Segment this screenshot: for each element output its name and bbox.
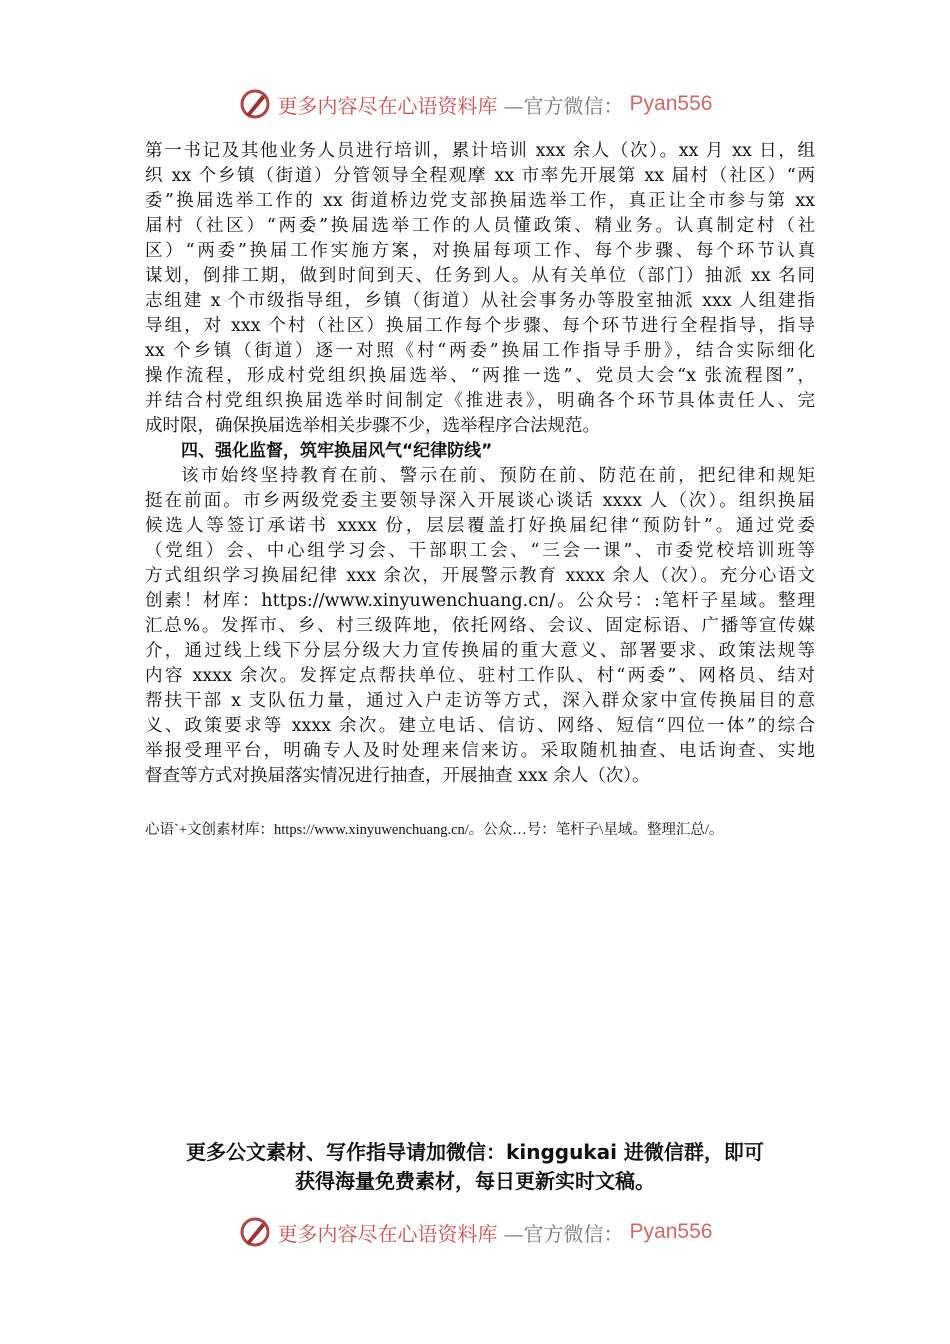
text-line: 汇总%。发挥市、乡、村三级阵地，依托网络、会议、固定标语、广播等宣传媒 (145, 616, 815, 636)
text-line: 操作流程，形成村党组织换届选举、“两推一选”、党员大会“x 张流程图”， (145, 366, 815, 386)
text-line: 介，通过线上线下分层分级大力宣传换届的重大意义、部署要求、政策法规等 (145, 641, 815, 661)
text-line: 义、政策要求等 xxxx 余次。建立电话、信访、网络、短信“四位一体”的综合 (145, 716, 815, 736)
text-line: 举报受理平台，明确专人及时处理来信来访。采取随机抽查、电话询查、实地 (145, 741, 815, 761)
text-line: 织 xx 个乡镇（街道）分管领导全程观摩 xx 市率先开展第 xx 届村（社区）“两 (145, 166, 815, 186)
footer-line-1: 更多公文素材、写作指导请加微信：kinggukai 进微信群，即可 (186, 1140, 764, 1164)
text-line: 第一书记及其他业务人员进行培训，累计培训 xxx 余人（次）。xx 月 xx 日，组 (145, 141, 815, 161)
document-body (145, 139, 815, 789)
header-banner (0, 84, 950, 124)
banner-text: 更多内容尽在心语资料库 (277, 93, 498, 118)
pen-logo-icon (238, 87, 272, 121)
paragraph-2 (145, 464, 815, 789)
text-line: 委”换届选举工作的 xx 街道桥边党支部换届选举工作，真正让全市参与第 xx (145, 191, 815, 211)
text-line: 督查等方式对换届落实情况进行抽查，开展抽查 xxx 余人（次）。 (145, 766, 650, 786)
source-note: 心语`+文创素材库：https://www.xinyuwenchuang.cn/。公众…号：笔杆子\星域。整理汇总/。 (145, 822, 724, 838)
text-line: 志组建 x 个市级指导组，乡镇（街道）从社会事务办等股室抽派 xxx 人组建指 (145, 291, 815, 311)
text-line: 方式组织学习换届纪律 xxx 余次，开展警示教育 xxxx 余人（次）。充分心语文 (145, 566, 815, 586)
banner-wechat-id: Pyan556 (629, 92, 713, 115)
text-line: 内容 xxxx 余次。发挥定点帮扶单位、驻村工作队、村“两委”、网格员、结对 (145, 666, 815, 686)
footer-line-2: 获得海量免费素材，每日更新实时文稿。 (295, 1169, 655, 1193)
text-line: 该市始终坚持教育在前、警示在前、预防在前、防范在前，把纪律和规矩 (181, 466, 815, 486)
text-line: 区）“两委”换届工作实施方案，对换届每项工作、每个步骤、每个环节认真 (145, 241, 815, 261)
text-line: （党组）会、中心组学习会、干部职工会、“三会一课”、市委党校培训班等 (145, 541, 815, 561)
banner-text: 更多内容尽在心语资料库 (277, 1221, 498, 1246)
footer-banner (0, 1212, 950, 1252)
paragraph-1 (145, 139, 815, 439)
text-line: xx 个乡镇（街道）逐一对照《村“两委”换届工作指导手册》，结合实际细化 (145, 341, 815, 361)
text-line: 候选人等签订承诺书 xxxx 份，层层覆盖打好换届纪律“预防针”。通过党委 (145, 516, 815, 536)
banner-wechat-id: Pyan556 (629, 1220, 713, 1243)
pen-logo-icon (238, 1215, 272, 1249)
banner-wechat-label: —官方微信： (503, 1221, 624, 1246)
text-line: 并结合村党组织换届选举时间制定《推进表》，明确各个环节具体责任人、完 (145, 391, 815, 411)
text-line: 帮扶干部 x 支队伍力量，通过入户走访等方式，深入群众家中宣传换届目的意 (145, 691, 815, 711)
banner-wechat-label: —官方微信： (503, 93, 624, 118)
text-line: 挺在前面。市乡两级党委主要领导深入开展谈心谈话 xxxx 人（次）。组织换届 (145, 491, 815, 511)
text-line: 成时限，确保换届选举相关步骤不少，选举程序合法规范。 (145, 416, 600, 436)
text-line: 创素！材库：https://www.xinyuwenchuang.cn/。公众号：:笔杆子星域。整理 (145, 591, 815, 611)
text-line: 谋划，倒排工期，做到时间到天、任务到人。从有关单位（部门）抽派 xx 名同 (145, 266, 815, 286)
section-heading: 四、强化监督，筑牢换届风气“纪律防线” (181, 441, 493, 461)
text-line: 届村（社区）“两委”换届选举工作的人员懂政策、精业务。认真制定村（社 (145, 216, 815, 236)
text-line: 导组，对 xxx 个村（社区）换届工作每个步骤、每个环节进行全程指导，指导 (145, 316, 815, 336)
footer-promo (0, 1138, 950, 1196)
